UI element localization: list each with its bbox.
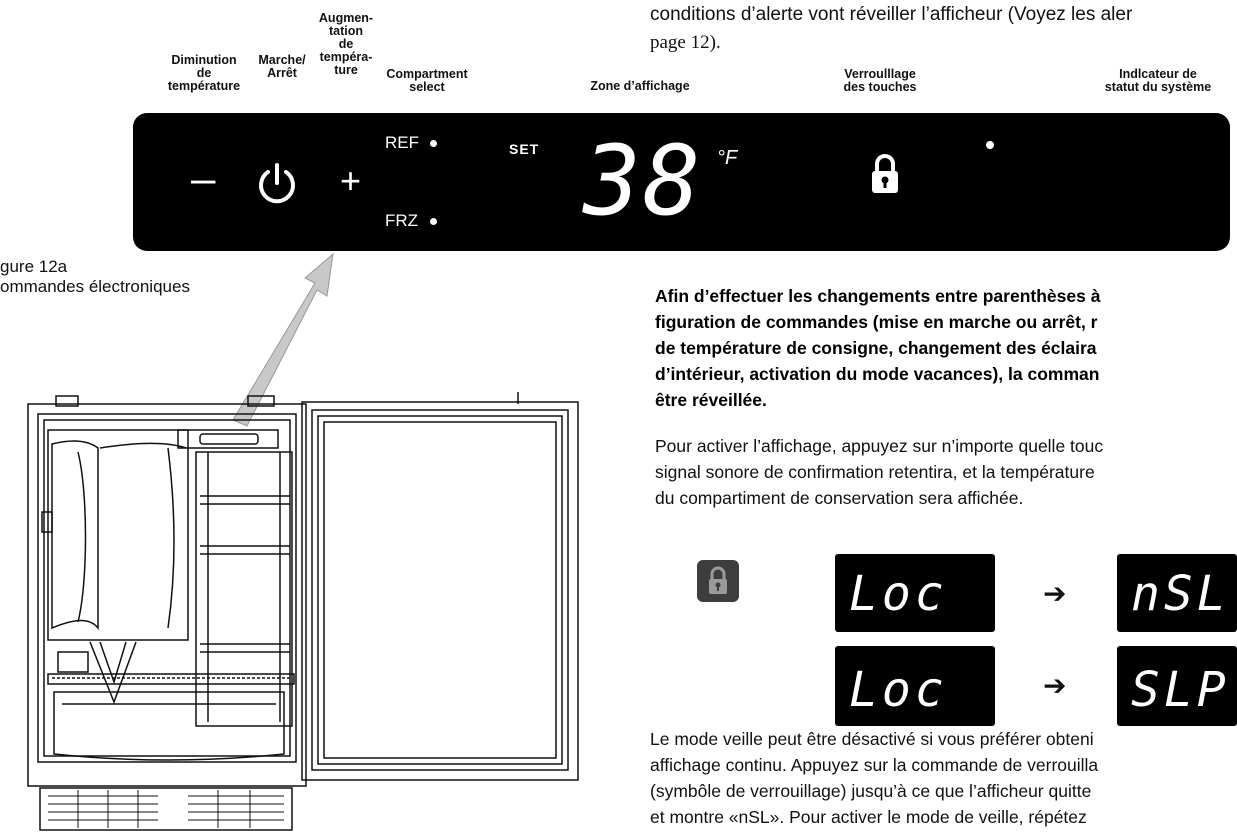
- lock-button-sample: [697, 560, 739, 602]
- lcd-nsl-row1: nSL: [1117, 554, 1237, 632]
- lcd-loc-row1: Loc: [835, 554, 995, 632]
- para1-line-3: du compartiment de conservation sera affichée.: [655, 488, 1024, 508]
- key-lock-button[interactable]: [868, 151, 902, 197]
- arrow-row2: ➔: [1043, 670, 1067, 701]
- system-status-indicator: [986, 141, 994, 149]
- lock-icon: [868, 151, 902, 197]
- increase-temperature-button[interactable]: +: [340, 160, 362, 201]
- para1-line-1: Pour activer l’affichage, appuyez sur n’importe quelle touc: [655, 436, 1104, 456]
- power-icon: [255, 161, 299, 207]
- frz-indicator-dot: [430, 218, 437, 225]
- label-compartment-select: Compartment select: [386, 67, 468, 94]
- label-verrouillage: Verroulllage des touches: [843, 67, 917, 94]
- bold-line-4: d’intérieur, activation du mode vacances), la comman: [655, 364, 1100, 384]
- bold-line-2: figuration de commandes (mise en marche ou arrêt, r: [655, 312, 1098, 332]
- label-augmentation: Augmen- tation de tempéra- ture: [318, 11, 374, 77]
- temperature-display: 38: [583, 125, 703, 237]
- figure-caption-line-1: gure 12a: [0, 257, 68, 276]
- label-indicateur: Indlcateur de statut du système: [1104, 67, 1212, 94]
- lcd-slp-row2: SLP: [1117, 646, 1237, 726]
- bold-line-1: Afin d’effectuer les changements entre parenthèses à: [655, 286, 1101, 306]
- compartment-frz-option[interactable]: [385, 211, 437, 231]
- ref-indicator-dot: [430, 140, 437, 147]
- bold-line-3: de température de consigne, changement des éclaira: [655, 338, 1097, 358]
- label-diminution: Diminution de température: [167, 53, 241, 93]
- lock-icon: [697, 560, 739, 602]
- para2-line-4: et montre «nSL». Pour activer le mode de veille, répétez: [650, 807, 1087, 827]
- figure-caption-line-2: ommandes électroniques: [0, 277, 190, 296]
- para2-line-1: Le mode veille peut être désactivé si vous préférer obteni: [650, 729, 1094, 749]
- temperature-unit: °F: [717, 147, 738, 169]
- lcd-loc-row2: Loc: [835, 646, 995, 726]
- para2-line-2: affichage continu. Appuyez sur la commande de verrouilla: [650, 755, 1099, 775]
- compartment-ref-option[interactable]: [385, 133, 437, 153]
- para1-line-2: signal sonore de confirmation retentira, et la température: [655, 462, 1095, 482]
- bold-line-5: être réveillée.: [655, 390, 767, 410]
- ref-label: REF: [385, 133, 419, 152]
- top-text-line-1: conditions d’alerte vont réveiller l’afficheur (Voyez les aler: [650, 4, 1133, 25]
- decrease-temperature-button[interactable]: –: [191, 154, 216, 203]
- para2-line-3: (symbôle de verrouillage) jusqu’à ce que l’afficheur quitte: [650, 781, 1092, 801]
- arrow-row1: ➔: [1043, 578, 1067, 609]
- control-panel: [133, 113, 1230, 251]
- frz-label: FRZ: [385, 211, 419, 230]
- label-marche-arret: Marche/ Arrêt: [258, 53, 306, 80]
- label-zone-affichage: Zone d’affichage: [590, 79, 690, 93]
- refrigerator-illustration: [18, 392, 583, 832]
- top-text-line-2: page 12).: [650, 32, 721, 53]
- power-button[interactable]: [255, 161, 299, 207]
- set-indicator: SET: [509, 141, 540, 157]
